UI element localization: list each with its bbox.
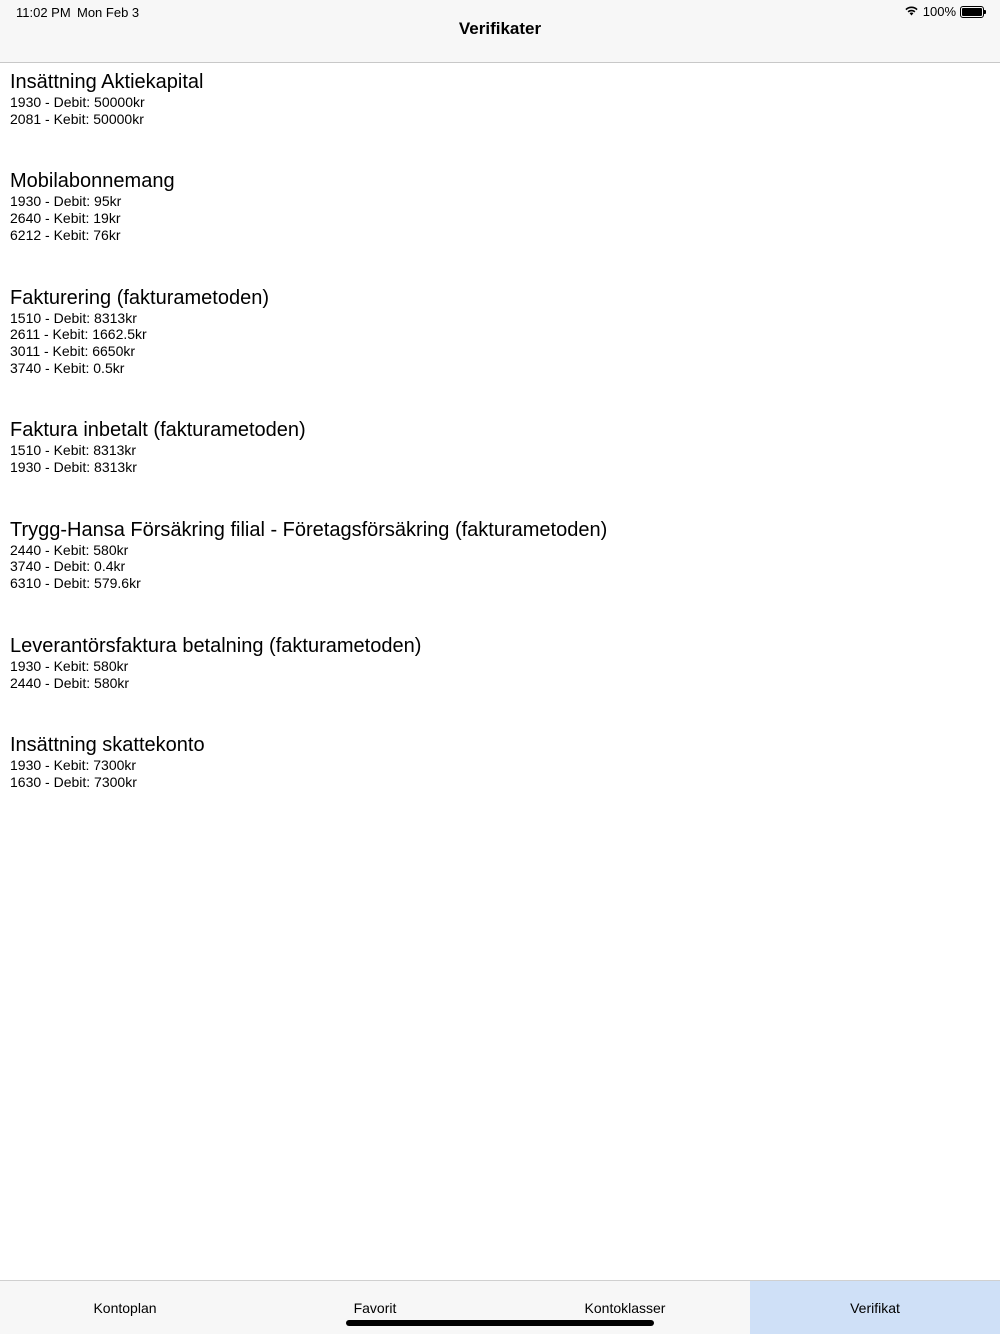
entry-line: 1630 - Debit: 7300kr [10,773,137,790]
battery-icon [960,6,984,18]
verification-list [10,70,990,833]
tab-label: Favorit [353,1299,397,1316]
entry-line: 2611 - Kebit: 1662.5kr [10,326,147,343]
entry-title: Insättning skattekonto [10,734,205,757]
entry-line: 6212 - Kebit: 76kr [10,226,121,243]
entry-line: 2081 - Kebit: 50000kr [10,110,144,127]
entry-title: Fakturering (fakturametoden) [10,286,270,309]
wifi-icon [904,4,919,19]
list-item[interactable] [10,518,990,592]
entry-line: 1930 - Kebit: 7300kr [10,757,137,774]
tab-verifikat[interactable] [750,1281,1000,1334]
entry-line: 1930 - Debit: 95kr [10,193,122,210]
status-date: Mon Feb 3 [77,5,140,20]
entry-line: 2440 - Kebit: 580kr [10,541,129,558]
entry-line: 2640 - Kebit: 19kr [10,210,121,227]
list-item[interactable] [10,418,990,475]
home-indicator [346,1320,654,1326]
entry-line: 2440 - Debit: 580kr [10,674,130,691]
list-item[interactable] [10,70,990,127]
list-item[interactable] [10,733,990,790]
status-bar [0,0,1000,24]
tab-label: Verifikat [850,1299,900,1316]
status-right [904,4,984,19]
entry-line: 1930 - Debit: 8313kr [10,459,137,476]
entry-line: 1510 - Kebit: 8313kr [10,442,137,459]
status-time: 11:02 PM [16,5,71,20]
entry-line: 1930 - Debit: 50000kr [10,94,145,110]
entry-title: Mobilabonnemang [10,170,175,193]
entry-line: 6310 - Debit: 579.6kr [10,575,141,592]
entry-title: Insättning Aktiekapital [10,71,204,93]
entry-line: 3011 - Kebit: 6650kr [10,342,136,359]
list-item[interactable] [10,286,990,377]
tab-favorit[interactable] [250,1281,500,1334]
entry-line: 3740 - Debit: 0.4kr [10,558,126,575]
entry-line: 1510 - Debit: 8313kr [10,309,137,326]
battery-percent: 100% [922,4,956,19]
tab-label: Kontoklasser [584,1299,666,1316]
list-item[interactable] [10,634,990,691]
tab-kontoplan[interactable] [0,1281,250,1334]
entry-line: 1930 - Kebit: 580kr [10,657,129,674]
entry-title: Faktura inbetalt (fakturametoden) [10,419,306,442]
entry-title: Trygg-Hansa Försäkring filial - Företagsförsäkring (fakturametoden) [10,518,608,541]
entry-line: 3740 - Kebit: 0.5kr [10,359,125,376]
tab-kontoklasser[interactable] [500,1281,750,1334]
page-title: Verifikater [458,19,542,38]
tab-label: Kontoplan [93,1299,157,1316]
entry-title: Leverantörsfaktura betalning (fakturametoden) [10,634,422,657]
list-item[interactable] [10,169,990,243]
